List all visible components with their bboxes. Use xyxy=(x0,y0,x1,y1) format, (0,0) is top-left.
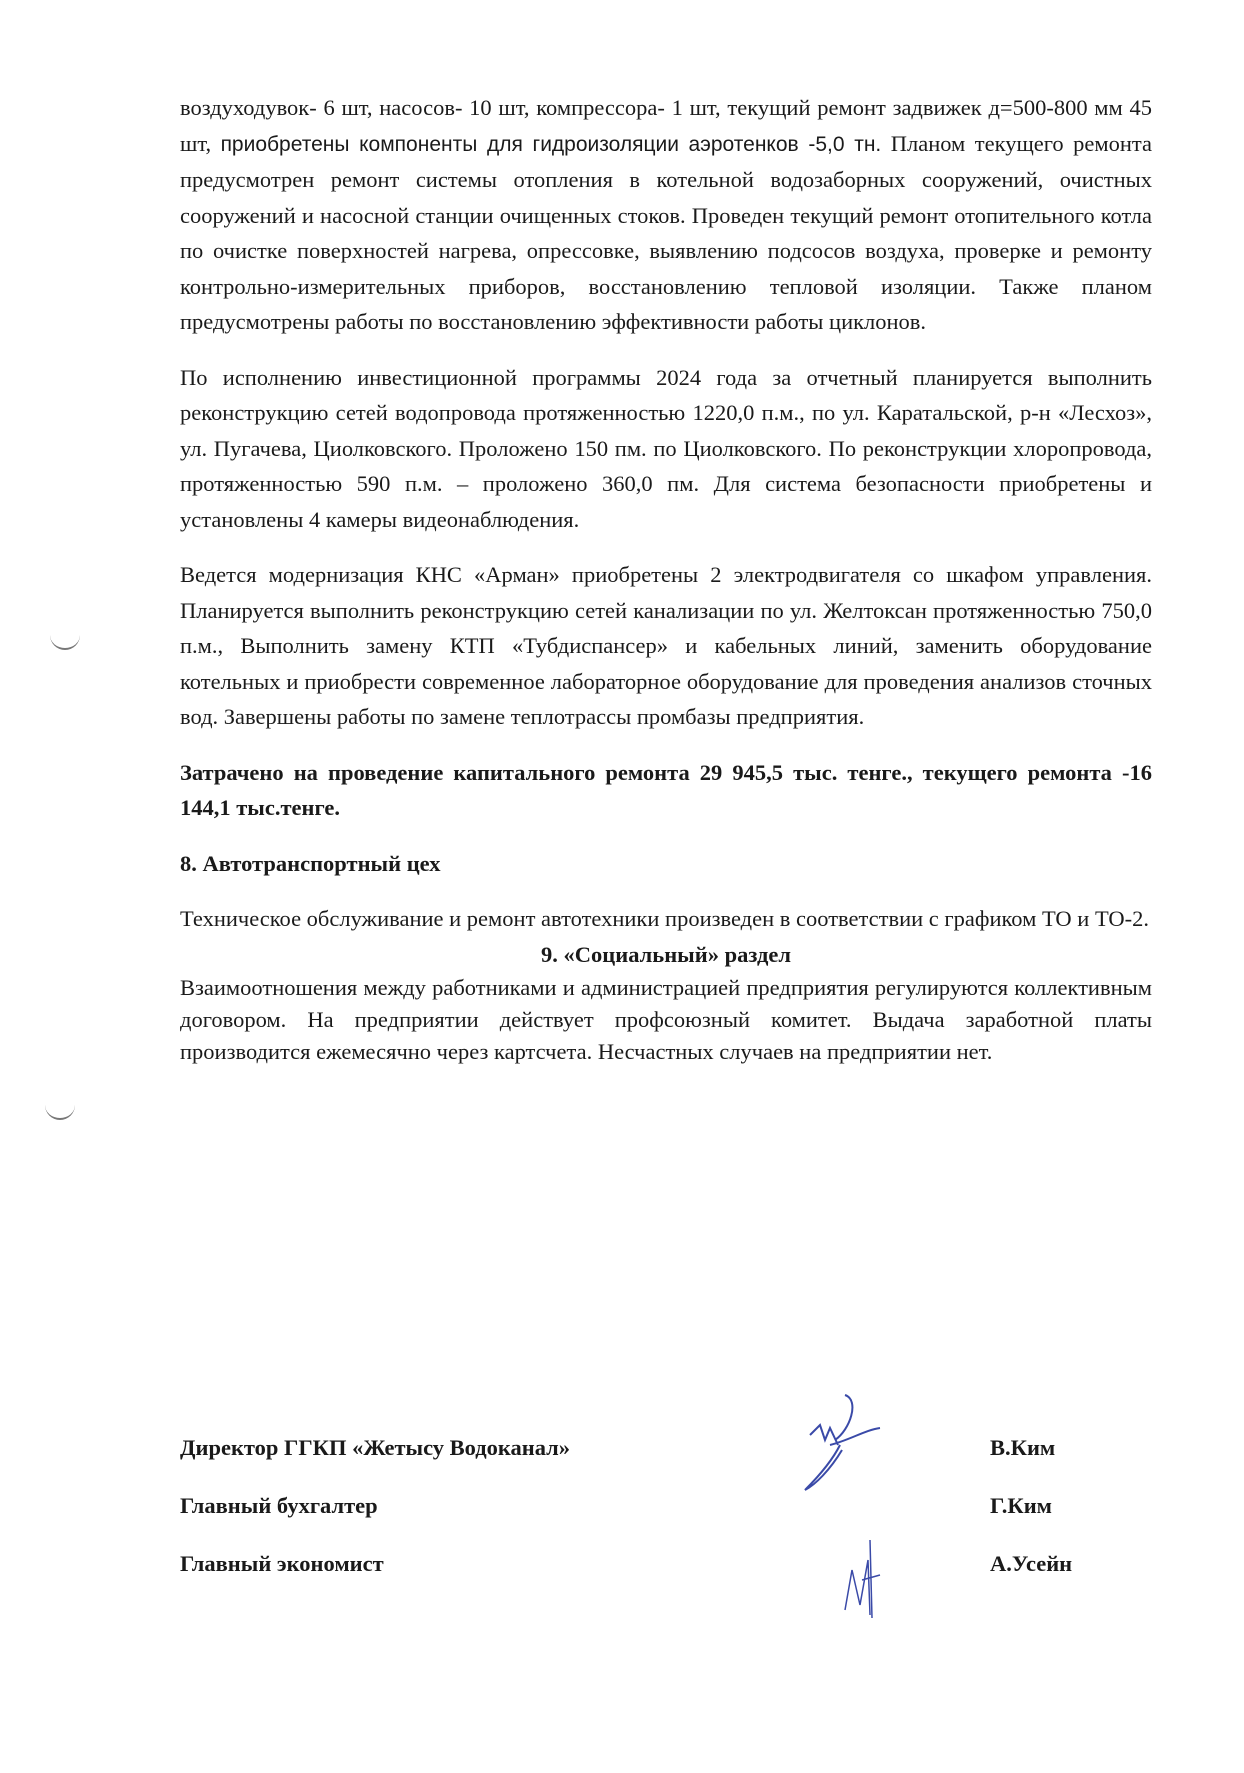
paragraph-repairs xyxy=(180,90,1152,340)
text-span: задвижек д=500-800 мм 45 шт, xyxy=(180,95,1153,156)
punch-hole-mark xyxy=(50,630,80,650)
text-span: воздуходувок- 6 шт, насосов- 10 шт, компрессора- 1 шт, текущий ремонт xyxy=(180,95,886,120)
paragraph-modernization: Ведется модернизация КНС «Арман» приобретены 2 электродвигателя со шкафом управления. Планируется выполнить реконструкцию сетей канализации по ул. Желтоксан протяженностью 750,0 п.м., Выполнить замену КТП «Тубдиспансер» и кабельных линий, заменить оборудование котельных и приобрести современное лабораторное оборудование для проведения анализов сточных вод. Завершены работы по замене теплотрассы промбазы предприятия. xyxy=(180,562,1152,729)
punch-hole-mark xyxy=(45,1100,75,1120)
text-span: аэротенков -5,0 тн. xyxy=(688,132,882,156)
signature-role-economist: Главный экономист xyxy=(180,1551,384,1576)
paragraph-investment: По исполнению инвестиционной программы 2024 года за отчетный планируется выполнить реконструкцию сетей водопровода протяженностью 1220,0 п.м., по ул. Каратальской, р-н «Лесхоз», ул. Пугачева, Циолковского. Проложено 150 пм. по Циолковского. По реконструкции хлоропровода, протяженностью 590 п.м. – проложено 360,0 пм. Для система безопасности приобретены и установлены 4 камеры видеонаблюдения. xyxy=(180,364,1152,532)
section-9-heading: 9. «Социальный» раздел xyxy=(541,941,791,967)
text-span: приобретены компоненты для гидроизоляции xyxy=(220,132,679,156)
signature-director-icon xyxy=(790,1390,900,1500)
section-9-text: Взаимоотношения между работниками и администрацией предприятия регулируются коллективным договором. На предприятии действует профсоюзный комитет. Выдача заработной платы производится ежемесячно через картсчета. Несчастных случаев на предприятии нет. xyxy=(180,975,1152,1064)
section-8-heading: 8. Автотранспортный цех xyxy=(180,850,441,876)
signature-economist-icon xyxy=(840,1530,900,1620)
signature-name-director: В.Ким xyxy=(990,1435,1056,1460)
section-8-text: Техническое обслуживание и ремонт автотехники произведен в соответствии с графиком ТО и ТО-2. xyxy=(180,906,1150,931)
text-span: Планом текущего ремонта предусмотрен ремонт системы отопления в котельной водозаборных сооружений, очистных сооружений и насосной станции очищенных стоков. Проведен текущий ремонт отопительного котла по очистке поверхностей нагрева, опрессовке, выявлению подсосов воздуха, проверке и ремонту контрольно-измерительных приборов, восстановлению тепловой изоляции. Также планом предусмотрены работы по восстановлению эффективности работы циклонов. xyxy=(180,130,1152,334)
signature-name-accountant: Г.Ким xyxy=(990,1493,1053,1518)
signature-role-accountant: Главный бухгалтер xyxy=(180,1493,378,1518)
signature-role-director: Директор ГГКП «Жетысу Водоканал» xyxy=(180,1435,571,1460)
signature-name-economist: А.Усейн xyxy=(990,1551,1073,1576)
document-body xyxy=(180,90,1152,1068)
paragraph-expenses: Затрачено на проведение капитального ремонта 29 945,5 тыс. тенге., текущего ремонта -16 144,1 тыс.тенге. xyxy=(180,759,1152,820)
